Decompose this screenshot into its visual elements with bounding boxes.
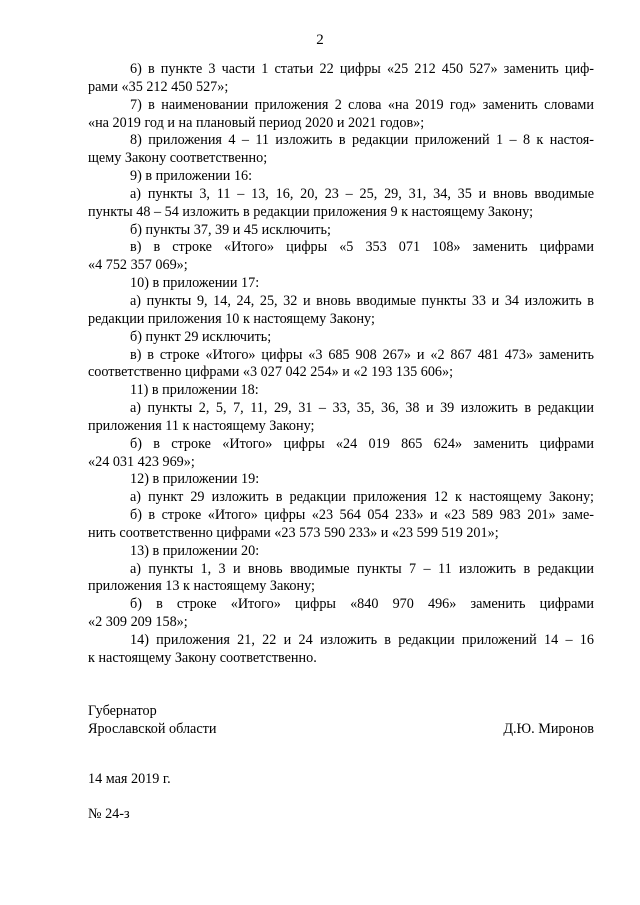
text-line: а) пункты 2, 5, 7, 11, 29, 31 – 33, 35, 36, 38 и 39 изложить в редакции [130,400,594,417]
text-line: «2 309 209 158»; [88,614,188,631]
text-line: б) в строке «Итого» цифры «840 970 496» заменить цифрами [130,596,594,613]
signature-block [88,703,594,739]
text-line: «4 752 357 069»; [88,257,188,274]
text-line: 7) в наименовании приложения 2 слова «на 2019 год» заменить словами [130,96,594,113]
text-line: приложения 11 к настоящему Закону; [88,417,315,434]
signatory-region: Ярославской области [88,720,217,737]
law-number: № 24-з [88,806,130,822]
signatory-title: Губернатор [88,703,157,719]
text-line: приложения 13 к настоящему Закону; [88,578,315,595]
text-line: в) в строке «Итого» цифры «5 353 071 108» заменить цифрами [130,239,594,256]
text-line: редакции приложения 10 к настоящему Закону; [88,310,375,327]
text-line: соответственно цифрами «3 027 042 254» и «2 193 135 606»; [88,364,454,381]
text-line: 10) в приложении 17: [130,275,260,292]
text-line: б) пункты 37, 39 и 45 исключить; [130,221,331,238]
text-line: 11) в приложении 18: [130,382,259,399]
text-line: а) пункты 1, 3 и вновь вводимые пункты 7 – 11 изложить в редакции [130,560,594,577]
text-line: рами «35 212 450 527»; [88,78,229,95]
text-line: «на 2019 год и на плановый период 2020 и 2021 годов»; [88,114,425,131]
text-line: а) пункт 29 изложить в редакции приложения 12 к настоящему Закону; [130,489,594,506]
text-line: 12) в приложении 19: [130,471,260,488]
text-line: 6) в пункте 3 части 1 статьи 22 цифры «25 212 450 527» заменить циф- [130,61,594,77]
page-number: 2 [316,32,324,48]
text-line: 14) приложения 21, 22 и 24 изложить в редакции приложений 14 – 16 [130,632,594,648]
text-line: к настоящему Закону соответственно. [88,649,317,666]
text-line: 13) в приложении 20: [130,542,260,559]
text-line: 8) приложения 4 – 11 изложить в редакции приложений 1 – 8 к настоя- [130,132,594,149]
text-line: а) пункты 9, 14, 24, 25, 32 и вновь вводимые пункты 33 и 34 изложить в [130,292,594,309]
text-line: б) пункт 29 исключить; [130,328,272,345]
text-line: а) пункты 3, 11 – 13, 16, 20, 23 – 25, 29, 31, 34, 35 и вновь вводимые [130,185,594,202]
text-line: 9) в приложении 16: [130,168,253,185]
amendments-text [88,61,594,668]
text-line: пункты 48 – 54 изложить в редакции приложения 9 к настоящему Закону; [88,203,534,220]
signatory-row [88,721,594,739]
text-line: б) в строке «Итого» цифры «24 019 865 624» заменить цифрами [130,435,594,452]
text-line: «24 031 423 969»; [88,453,195,470]
signing-date: 14 мая 2019 г. [88,771,171,787]
text-line: б) в строке «Итого» цифры «23 564 054 233» и «23 589 983 201» заме- [130,507,594,524]
text-line: нить соответственно цифрами «23 573 590 233» и «23 599 519 201»; [88,524,499,541]
text-line: в) в строке «Итого» цифры «3 685 908 267» и «2 867 481 473» заменить [130,346,594,363]
signatory-name: Д.Ю. Миронов [503,720,594,737]
text-line: щему Закону соответственно; [88,150,268,167]
